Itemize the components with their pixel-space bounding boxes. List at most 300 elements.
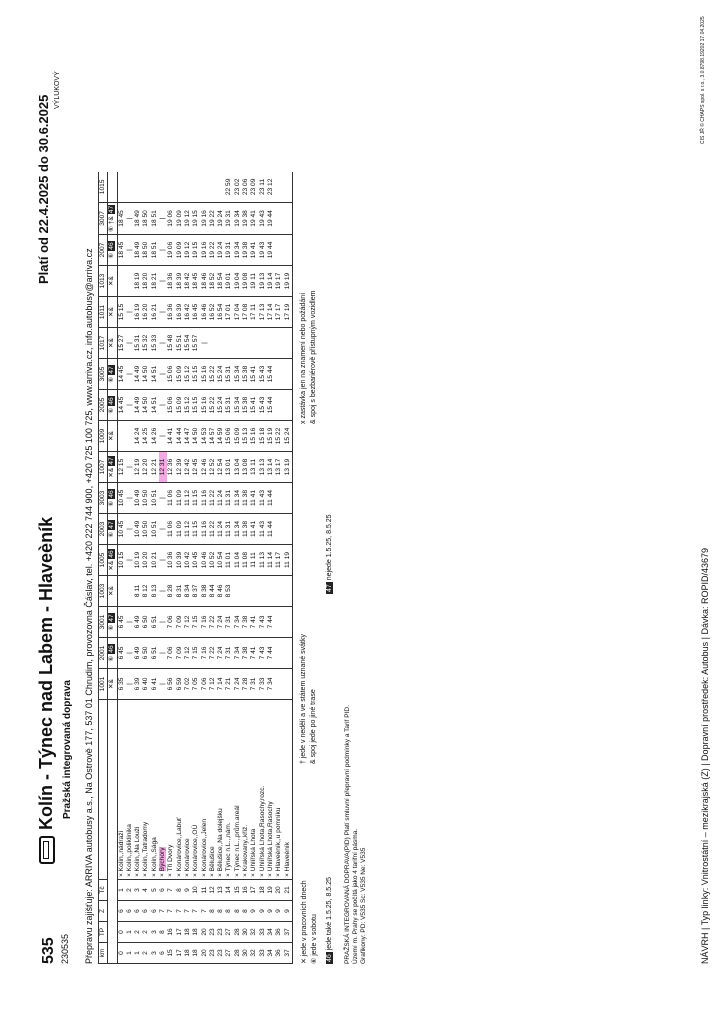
trip-badge: 47 <box>108 205 116 214</box>
time-cell: 14 44 <box>176 421 184 452</box>
time-cell: 12 20 <box>142 452 150 483</box>
time-cell: 15 48 <box>167 328 175 359</box>
time-cell <box>284 483 293 514</box>
stop-tp: 8 <box>159 922 167 943</box>
time-cell: 11 43 <box>259 514 267 545</box>
stop-zone: 6 <box>151 901 159 922</box>
table-row <box>242 172 250 964</box>
request-stop-icon: × <box>134 871 142 877</box>
stop-tp: 30 <box>242 922 250 943</box>
time-cell: 18 50 <box>142 235 150 266</box>
trip-mark-7 <box>108 452 117 483</box>
trip-number-15: 3007 <box>99 202 108 234</box>
stop-zone: 9 <box>259 901 267 922</box>
time-cell: 19 09 <box>176 235 184 266</box>
time-cell: 11 44 <box>267 514 275 545</box>
time-cell: 19 06 <box>167 202 175 234</box>
time-cell: 6 59 <box>176 669 184 700</box>
time-cell: 14 53 <box>201 421 209 452</box>
time-cell: 10 42 <box>184 545 192 576</box>
table-row <box>151 172 159 964</box>
time-cell: 8 46 <box>217 576 225 607</box>
time-cell: 7 05 <box>192 669 200 700</box>
stop-km: 1 <box>126 943 134 964</box>
time-cell: 19 12 <box>184 202 192 234</box>
time-cell <box>275 359 283 390</box>
time-cell: 11 44 <box>267 483 275 514</box>
time-cell: 10 50 <box>142 483 150 514</box>
trip-mark-13 <box>108 266 117 297</box>
time-cell: 17 04 <box>234 297 242 328</box>
trip-number-1: 2001 <box>99 638 108 669</box>
stop-name: Týnec n.L.,,prům.areál <box>233 805 241 872</box>
time-cell: 8 53 <box>225 576 233 607</box>
stop-name-cell <box>126 700 134 880</box>
time-cell: 13 08 <box>242 452 250 483</box>
time-cell: 15 24 <box>217 359 225 390</box>
stop-tc: 4 <box>142 880 150 901</box>
table-row <box>275 172 283 964</box>
time-cell: 15 33 <box>151 328 159 359</box>
km-header: km <box>99 943 108 964</box>
trip-symbol: ✕& <box>108 560 116 571</box>
trip-mark-15 <box>108 202 117 234</box>
time-cell: 13 13 <box>259 452 267 483</box>
time-cell: 15 09 <box>176 359 184 390</box>
trip-number-8: 1009 <box>99 421 108 452</box>
time-cell <box>284 202 293 234</box>
timetable-kind: VÝLUKOVÝ <box>54 71 61 109</box>
time-cell: 18 36 <box>167 266 175 297</box>
stop-tc: 1 <box>117 880 126 901</box>
time-cell: 12 15 <box>117 452 126 483</box>
stop-km: 6 <box>159 943 167 964</box>
time-cell <box>117 421 126 452</box>
route-id: 230535 <box>60 933 70 964</box>
trip-mark-row <box>108 172 117 964</box>
time-cell: 15 54 <box>184 328 192 359</box>
table-row <box>209 172 217 964</box>
time-cell: 13 11 <box>250 452 258 483</box>
time-cell: 11 22 <box>209 514 217 545</box>
trip-badge: 47 <box>108 457 116 465</box>
stop-tc: 19 <box>267 880 275 901</box>
stop-name-cell <box>142 700 150 880</box>
time-cell: 7 09 <box>176 638 184 669</box>
time-cell <box>275 483 283 514</box>
timetable-body <box>117 172 292 964</box>
time-cell <box>275 576 283 607</box>
time-cell <box>167 172 175 203</box>
validity: Platí od 22.4.2025 do 30.6.2025 <box>36 94 51 284</box>
trip-number-14: 2007 <box>99 235 108 266</box>
time-cell: 15 16 <box>201 390 209 421</box>
time-cell: 7 34 <box>267 669 275 700</box>
trip-symbol: ⑥ <box>108 407 116 414</box>
time-cell: 6 56 <box>167 669 175 700</box>
time-cell: 7 15 <box>192 607 200 638</box>
time-cell: 19 41 <box>250 235 258 266</box>
trip-badge: 47 <box>108 366 116 374</box>
time-cell: 7 31 <box>250 669 258 700</box>
time-cell: 15 31 <box>225 390 233 421</box>
time-cell: | <box>159 359 167 390</box>
time-cell: 11 38 <box>242 514 250 545</box>
time-cell: 8 28 <box>167 576 175 607</box>
time-cell: 16 20 <box>142 297 150 328</box>
request-stop-icon: × <box>266 871 274 877</box>
request-stop-icon: × <box>275 871 283 877</box>
time-cell: 6 49 <box>134 638 142 669</box>
request-stop-icon: × <box>208 871 216 877</box>
stop-tp: 18 <box>184 922 192 943</box>
trip-number-16: 1015 <box>99 172 108 203</box>
time-cell: 10 49 <box>134 483 142 514</box>
time-cell: 19 44 <box>267 235 275 266</box>
stop-tp: 23 <box>209 922 217 943</box>
stop-name: Bělušice,,Na dolejšku <box>217 808 225 872</box>
time-cell: 19 09 <box>176 202 184 234</box>
time-cell: 17 13 <box>259 297 267 328</box>
stop-name-cell <box>167 700 175 880</box>
time-cell: 7 02 <box>184 669 192 700</box>
time-cell: 18 45 <box>117 202 126 234</box>
request-stop-icon: × <box>167 871 175 877</box>
badge-46: 46 <box>326 954 333 962</box>
trip-symbol: ✕& <box>108 467 116 478</box>
time-cell: 19 16 <box>201 202 209 234</box>
time-cell: 7 16 <box>201 638 209 669</box>
legend-6: & spoj s bezbariérově přístupným vozidlem <box>310 290 317 424</box>
time-cell <box>126 421 134 452</box>
request-stop-icon: × <box>159 871 167 877</box>
time-cell: 7 38 <box>242 607 250 638</box>
time-cell: 16 46 <box>201 297 209 328</box>
stop-km: 37 <box>284 943 293 964</box>
trip-mark-3 <box>108 576 117 607</box>
time-cell: 11 09 <box>176 483 184 514</box>
time-cell <box>275 202 283 234</box>
time-cell: 11 15 <box>192 483 200 514</box>
stop-km: 27 <box>225 943 233 964</box>
time-cell: 15 24 <box>217 390 225 421</box>
time-cell: 11 01 <box>225 545 233 576</box>
stop-km: 30 <box>242 943 250 964</box>
time-cell: | <box>126 638 134 669</box>
stop-zone: 9 <box>267 901 275 922</box>
stop-tc: 5 <box>151 880 159 901</box>
stop-zone: 6 <box>117 901 126 922</box>
stop-name-cell <box>284 700 293 880</box>
time-cell <box>275 390 283 421</box>
time-cell <box>250 576 258 607</box>
time-cell: 11 14 <box>267 545 275 576</box>
time-cell: 7 16 <box>201 607 209 638</box>
time-cell: 15 32 <box>142 328 150 359</box>
time-cell: 11 17 <box>275 545 283 576</box>
time-cell: 15 38 <box>242 359 250 390</box>
stop-name: Týnec n.L.,,nám. <box>225 822 233 872</box>
time-cell: 12 31 <box>159 452 167 483</box>
time-cell: 6 50 <box>142 638 150 669</box>
time-cell: 6 39 <box>134 669 142 700</box>
table-row <box>159 172 167 964</box>
time-cell: 12 19 <box>134 452 142 483</box>
time-cell: 19 11 <box>250 266 258 297</box>
time-cell: 10 51 <box>151 514 159 545</box>
trip-badge: 46 <box>108 490 116 498</box>
time-cell: | <box>159 483 167 514</box>
time-cell <box>259 576 267 607</box>
time-cell <box>284 607 293 638</box>
time-cell: 7 12 <box>209 669 217 700</box>
time-cell: 7 43 <box>259 607 267 638</box>
mark-header <box>108 700 117 964</box>
stop-tc: 18 <box>259 880 267 901</box>
request-stop-icon: × <box>200 871 208 877</box>
time-cell: | <box>126 297 134 328</box>
stop-tp: 37 <box>284 922 293 943</box>
time-cell: 19 31 <box>225 235 233 266</box>
stop-zone: 9 <box>275 901 283 922</box>
time-cell: 19 04 <box>234 266 242 297</box>
time-cell: 10 36 <box>167 545 175 576</box>
time-cell: 15 12 <box>184 359 192 390</box>
request-stop-icon: × <box>250 871 258 877</box>
time-cell <box>217 328 225 359</box>
stop-name-cell <box>159 700 167 880</box>
time-cell: 19 34 <box>234 202 242 234</box>
time-cell: | <box>159 235 167 266</box>
badge-47-text: nejede 1.5.25, 8.5.25 <box>326 514 333 581</box>
stop-name: Kolín,,Tatradomy <box>142 821 150 872</box>
time-cell: 18 19 <box>134 266 142 297</box>
note-3: Grafikony: PD: V535 Sc: V535 Ne: V535 <box>360 847 367 964</box>
time-cell: 15 22 <box>275 421 283 452</box>
stop-km: 18 <box>184 943 192 964</box>
time-cell: 11 04 <box>234 545 242 576</box>
stop-km: 3 <box>151 943 159 964</box>
stop-zone: 9 <box>250 901 258 922</box>
time-cell: 10 46 <box>201 545 209 576</box>
zone-header: Z <box>99 901 108 922</box>
time-cell: | <box>126 328 134 359</box>
time-cell: 12 42 <box>184 452 192 483</box>
time-cell: 15 41 <box>250 390 258 421</box>
time-cell: 18 42 <box>184 266 192 297</box>
trip-number-11: 1017 <box>99 328 108 359</box>
note-2: Území m. Prahy se počítá jako 4 tarifní pásma. <box>352 828 359 964</box>
time-cell: 15 22 <box>209 359 217 390</box>
time-cell: 19 16 <box>201 235 209 266</box>
time-cell: 11 11 <box>250 545 258 576</box>
time-cell: 18 39 <box>176 266 184 297</box>
time-cell <box>284 172 293 203</box>
time-cell: 7 38 <box>242 638 250 669</box>
time-cell: 19 43 <box>259 202 267 234</box>
trip-mark-16 <box>108 172 117 203</box>
time-cell: | <box>159 328 167 359</box>
time-cell: 7 12 <box>184 607 192 638</box>
legend-3: † jede v neděli a ve státem uznané svátky <box>300 634 307 764</box>
carrier-info: Přepravu zajišťuje: ARRIVA autobusy a.s., Na Ostrově 177, 537 01 Chrudim, provozovna Čáslav, tel. +420 222 744 900, +420 725 100 725, www.arriva.cz, info.autobusy@arriva.cz <box>84 248 94 964</box>
time-cell: 6 50 <box>142 607 150 638</box>
legend-5: x zastávka jen na znamení nebo požádání <box>300 292 307 424</box>
request-stop-icon: × <box>150 871 158 877</box>
stop-tc: 11 <box>201 880 209 901</box>
time-cell: 10 39 <box>176 545 184 576</box>
time-cell: 10 49 <box>134 514 142 545</box>
time-cell: 19 06 <box>167 235 175 266</box>
time-cell: 8 11 <box>134 576 142 607</box>
time-cell: 19 12 <box>184 235 192 266</box>
time-cell: 7 44 <box>267 607 275 638</box>
time-cell: 13 19 <box>284 452 293 483</box>
request-stop-icon: × <box>283 871 291 877</box>
trip-number-3: 1003 <box>99 576 108 607</box>
stop-km: 20 <box>201 943 209 964</box>
time-cell: 19 15 <box>192 235 200 266</box>
time-cell <box>201 172 209 203</box>
time-cell: 11 19 <box>284 545 293 576</box>
time-cell: 11 38 <box>242 483 250 514</box>
stop-zone: 7 <box>176 901 184 922</box>
time-cell: 10 50 <box>142 514 150 545</box>
time-cell: 23 06 <box>242 172 250 203</box>
time-cell: 7 15 <box>192 638 200 669</box>
request-stop-icon: × <box>142 871 150 877</box>
time-cell: 15 09 <box>176 390 184 421</box>
stop-zone: 8 <box>225 901 233 922</box>
time-cell <box>242 576 250 607</box>
time-cell: 12 54 <box>217 452 225 483</box>
time-cell: 19 08 <box>242 266 250 297</box>
trip-number-13: 1013 <box>99 266 108 297</box>
stop-tc: 6 <box>159 880 167 901</box>
time-cell <box>284 359 293 390</box>
stop-name-cell <box>134 700 142 880</box>
stop-tp: 17 <box>176 922 184 943</box>
title-row <box>36 517 57 864</box>
stop-name-cell <box>151 700 159 880</box>
timetable <box>98 172 293 964</box>
time-cell: 19 24 <box>217 235 225 266</box>
time-cell: 16 54 <box>217 297 225 328</box>
time-cell: 10 19 <box>134 545 142 576</box>
stop-zone: 8 <box>209 901 217 922</box>
time-cell: 19 38 <box>242 202 250 234</box>
stop-name: Konárovice,,Labuť <box>175 817 183 872</box>
time-cell: 19 43 <box>259 235 267 266</box>
time-cell: 19 41 <box>250 202 258 234</box>
time-cell: 10 51 <box>151 483 159 514</box>
stop-name: Uhlířská Lhota,Rasochy <box>266 801 274 872</box>
time-cell <box>284 514 293 545</box>
bus-icon <box>39 836 55 864</box>
time-cell: 13 17 <box>275 452 283 483</box>
stop-zone: 7 <box>192 901 200 922</box>
time-cell <box>142 172 150 203</box>
stop-name-cell <box>267 700 275 880</box>
table-row <box>259 172 267 964</box>
time-cell: 11 13 <box>259 545 267 576</box>
stop-zone: 7 <box>159 901 167 922</box>
request-stop-icon: × <box>125 871 133 877</box>
time-cell: 19 31 <box>225 202 233 234</box>
stop-name: Hlaveèník <box>283 841 291 872</box>
time-cell: 15 13 <box>242 421 250 452</box>
time-cell: 16 21 <box>151 297 159 328</box>
stop-name-cell <box>192 700 200 880</box>
time-cell: 14 50 <box>192 421 200 452</box>
stop-name-cell <box>225 700 233 880</box>
stop-zone: 7 <box>167 901 175 922</box>
time-cell: | <box>126 235 134 266</box>
table-row <box>217 172 225 964</box>
time-cell <box>284 328 293 359</box>
time-cell: 15 43 <box>259 390 267 421</box>
time-cell: 7 06 <box>167 607 175 638</box>
stop-tc: 16 <box>242 880 250 901</box>
time-cell: 15 38 <box>242 390 250 421</box>
time-cell <box>117 576 126 607</box>
time-cell: 19 15 <box>192 202 200 234</box>
trip-badge: 46 <box>108 550 116 558</box>
time-cell: 18 20 <box>142 266 150 297</box>
time-cell: 18 54 <box>217 266 225 297</box>
time-cell <box>275 638 283 669</box>
time-cell: 7 12 <box>184 638 192 669</box>
time-cell: 7 33 <box>259 669 267 700</box>
stop-name: Uhlířská Lhota,Rasochy,rozc. <box>258 785 266 872</box>
time-cell: 11 12 <box>184 514 192 545</box>
time-cell: 10 20 <box>142 545 150 576</box>
stop-zone: 6 <box>134 901 142 922</box>
time-cell: 7 43 <box>259 638 267 669</box>
time-cell: 14 25 <box>142 421 150 452</box>
time-cell: 11 12 <box>184 483 192 514</box>
time-cell: 18 49 <box>134 202 142 234</box>
time-cell: 11 15 <box>192 514 200 545</box>
request-stop-icon: × <box>192 871 200 877</box>
table-row <box>284 172 293 964</box>
time-cell: 7 31 <box>225 638 233 669</box>
stop-name-cell <box>201 700 209 880</box>
stop-km: 1 <box>134 943 142 964</box>
time-cell <box>275 328 283 359</box>
time-cell: 17 08 <box>242 297 250 328</box>
stop-name-cell <box>242 700 250 880</box>
time-cell: 19 22 <box>209 202 217 234</box>
trip-mark-10 <box>108 359 117 390</box>
time-cell: 18 21 <box>151 266 159 297</box>
stop-tc: 20 <box>275 880 283 901</box>
stop-km: 34 <box>267 943 275 964</box>
subtitle: Pražská integrovaná doprava <box>62 680 73 819</box>
time-cell: 15 15 <box>117 297 126 328</box>
request-stop-icon: × <box>117 871 125 877</box>
time-cell: 18 45 <box>192 266 200 297</box>
time-cell: 8 38 <box>201 576 209 607</box>
trip-number-7: 1007 <box>99 452 108 483</box>
time-cell <box>275 172 283 203</box>
trip-mark-1 <box>108 638 117 669</box>
time-cell <box>209 172 217 203</box>
time-cell: 15 27 <box>117 328 126 359</box>
time-cell <box>275 514 283 545</box>
bottom-info: NÁVRH | Typ linky: Vnitrostátní – mezikrajská (Z) | Dopravní prostředek: Autobus | Dávka: ROPID/43679 <box>700 547 710 964</box>
time-cell: 15 06 <box>167 359 175 390</box>
